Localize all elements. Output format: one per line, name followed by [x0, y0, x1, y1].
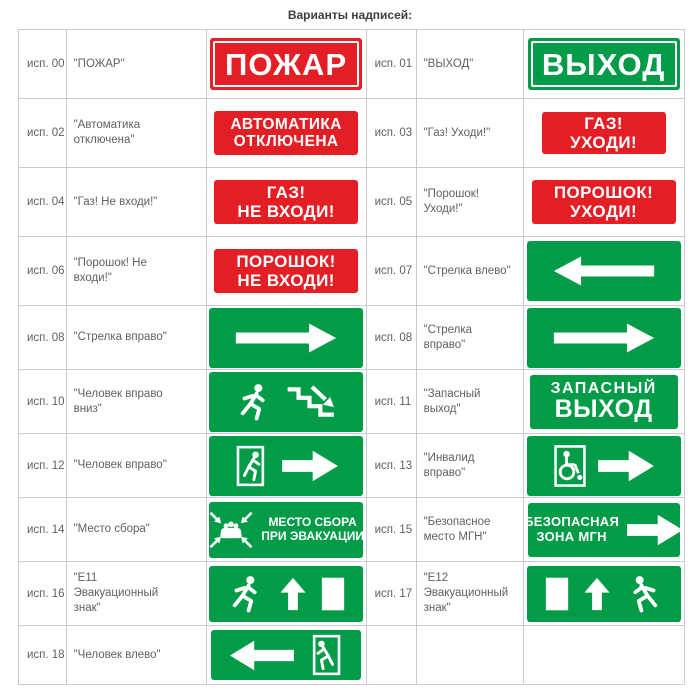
- sign-text-line: ГАЗ!: [584, 113, 623, 133]
- variant-code-cell: исп. 10: [19, 370, 67, 434]
- assembly-point-icon: [208, 510, 254, 550]
- sign-text: [550, 381, 656, 423]
- table-row: [19, 498, 685, 562]
- variant-code-cell: исп. 01: [366, 30, 416, 99]
- variant-description-cell: "Стрелка вправо": [66, 306, 206, 370]
- variant-description-cell: "ПОЖАР": [66, 30, 206, 99]
- sign-vyhod: [528, 38, 680, 90]
- arrow-right-lg-icon: [226, 321, 346, 355]
- arrow-right-icon: [282, 448, 338, 484]
- variant-description-cell: "ВЫХОД": [416, 30, 523, 99]
- sign-gaz-uhodi: [542, 112, 666, 154]
- variant-sign-cell: [523, 306, 684, 370]
- sign-arrow-right-2: [527, 308, 681, 368]
- variant-sign-cell: [523, 434, 684, 498]
- arrow-right-lg-icon: [544, 321, 664, 355]
- sign-text-line: ВЫХОД: [554, 395, 653, 424]
- variant-sign-cell: [523, 168, 684, 237]
- variant-sign-cell: [523, 370, 684, 434]
- variant-sign-cell: [523, 498, 684, 562]
- man-run-left-icon: [624, 574, 664, 614]
- man-run-right-icon: [226, 574, 266, 614]
- table-row: [19, 626, 685, 685]
- sign-arrow-left: [527, 241, 681, 301]
- sign-text: [524, 515, 619, 544]
- sign-invalid-right: [527, 436, 681, 496]
- variant-code-cell: исп. 13: [366, 434, 416, 498]
- variant-description-cell: "Порошок! Уходи!": [416, 168, 523, 237]
- sign-text-line: ЗОНА МГН: [536, 528, 607, 544]
- variant-code-cell: исп. 18: [19, 626, 67, 685]
- sign-bezopasnaya-zona-mgn: [524, 503, 680, 557]
- page-title: Варианты надписей:: [287, 8, 413, 22]
- sign-avtomatika-otklyuchena: [214, 111, 358, 155]
- variant-sign-cell: [523, 99, 684, 168]
- table-row: [19, 30, 685, 99]
- arrow-up-icon: [583, 577, 611, 611]
- variant-description-cell: "Стрелка вправо": [416, 306, 523, 370]
- variant-description-cell: "Безопасное место МГН": [416, 498, 523, 562]
- arrow-right-icon: [598, 448, 654, 484]
- variant-sign-cell: [206, 370, 366, 434]
- arrow-up-icon: [279, 577, 307, 611]
- variant-description-cell: "Инвалид вправо": [416, 434, 523, 498]
- sign-text-line: ПОРОШОК!: [553, 182, 654, 202]
- sign-text-line: ПОРОШОК!: [236, 251, 336, 271]
- sign-text-line: НЕ ВХОДИ!: [237, 202, 335, 221]
- variant-sign-cell: [206, 498, 366, 562]
- variant-sign-cell: [206, 434, 366, 498]
- variant-sign-cell: [206, 306, 366, 370]
- arrow-left-lg-icon: [544, 254, 664, 288]
- sign-text-line: ВЫХОД: [541, 46, 666, 82]
- variant-code-cell: исп. 08: [366, 306, 416, 370]
- variant-code-cell: исп. 12: [19, 434, 67, 498]
- table-row: [19, 306, 685, 370]
- variants-table-body: [19, 30, 685, 685]
- variant-description-cell: "Автоматика отключена": [66, 99, 206, 168]
- variant-code-cell: исп. 16: [19, 562, 67, 626]
- variant-description-cell: "Запасный выход": [416, 370, 523, 434]
- sign-text: [541, 46, 666, 82]
- variant-sign-cell: [206, 30, 366, 99]
- sign-text: [554, 183, 653, 221]
- sign-text-line: МЕСТО СБОРА: [268, 515, 357, 530]
- variant-sign-cell: [206, 168, 366, 237]
- sign-text: [230, 116, 342, 151]
- variant-sign-cell: [523, 562, 684, 626]
- variant-description-cell: [416, 626, 523, 685]
- variant-description-cell: "Человек вправо": [66, 434, 206, 498]
- table-row: [19, 434, 685, 498]
- sign-text: [261, 516, 364, 543]
- sign-man-left: [211, 630, 361, 680]
- variant-sign-cell: [206, 626, 366, 685]
- sign-text-line: УХОДИ!: [570, 202, 638, 221]
- sign-text-line: НЕ ВХОДИ!: [237, 271, 335, 290]
- variant-sign-cell: [523, 30, 684, 99]
- variant-code-cell: исп. 11: [366, 370, 416, 434]
- variant-description-cell: "Порошок! Не входи!": [66, 237, 206, 306]
- variant-code-cell: исп. 08: [19, 306, 67, 370]
- variant-code-cell: исп. 03: [366, 99, 416, 168]
- exit-man-left-icon: [306, 633, 342, 677]
- sign-mesto-sbora: [209, 502, 363, 558]
- variant-description-cell: "Место сбора": [66, 498, 206, 562]
- variant-description-cell: "Е11 Эвакуационный знак": [66, 562, 206, 626]
- sign-text-line: ЗАПАСНЫЙ: [550, 379, 657, 397]
- variant-description-cell: "Стрелка влево": [416, 237, 523, 306]
- variant-code-cell: исп. 04: [19, 168, 67, 237]
- variant-code-cell: исп. 17: [366, 562, 416, 626]
- sign-text-line: УХОДИ!: [570, 133, 638, 152]
- sign-poroshok-uhodi: [532, 180, 676, 224]
- variant-code-cell: [366, 626, 416, 685]
- variant-sign-cell: [206, 562, 366, 626]
- exit-man-right-icon: [235, 444, 271, 488]
- stairs-down-right-icon: [285, 381, 339, 423]
- variant-description-cell: "Человек вправо вниз": [66, 370, 206, 434]
- variant-code-cell: исп. 15: [366, 498, 416, 562]
- variant-code-cell: исп. 06: [19, 237, 67, 306]
- sign-text-line: БЕЗОПАСНАЯ: [524, 513, 620, 529]
- variant-code-cell: исп. 00: [19, 30, 67, 99]
- sign-zapasny-vyhod: [530, 375, 678, 429]
- door-solid-icon: [320, 576, 346, 612]
- table-row: [19, 562, 685, 626]
- variant-code-cell: исп. 07: [366, 237, 416, 306]
- variant-sign-cell: [523, 237, 684, 306]
- variant-sign-cell: [206, 99, 366, 168]
- table-row: [19, 168, 685, 237]
- variant-description-cell: "Человек влево": [66, 626, 206, 685]
- variant-code-cell: исп. 02: [19, 99, 67, 168]
- sign-text-line: ПРИ ЭВАКУАЦИИ: [261, 528, 364, 543]
- sign-poroshok-ne-vhodi: [214, 249, 358, 293]
- sign-man-right: [209, 436, 363, 496]
- variant-code-cell: исп. 05: [366, 168, 416, 237]
- arrow-left-md-icon: [230, 638, 294, 673]
- sign-text-line: АВТОМАТИКА: [230, 115, 342, 133]
- sign-gaz-ne-vhodi: [214, 180, 358, 224]
- table-row: [19, 99, 685, 168]
- sign-text-line: ПОЖАР: [225, 46, 348, 82]
- variant-description-cell: "Е12 Эвакуационный знак": [416, 562, 523, 626]
- sign-text: [570, 114, 637, 152]
- sign-text-line: ГАЗ!: [266, 182, 306, 202]
- sign-text: [237, 183, 334, 221]
- variant-code-cell: исп. 14: [19, 498, 67, 562]
- table-row: [19, 370, 685, 434]
- sign-e11: [209, 566, 363, 622]
- man-run-right-icon: [234, 382, 274, 422]
- sign-pozhar: [210, 38, 362, 90]
- variants-table: [18, 29, 685, 685]
- variant-sign-cell: [523, 626, 684, 685]
- sign-e12: [527, 566, 681, 622]
- sign-text: [225, 46, 348, 82]
- sign-arrow-right-1: [209, 308, 363, 368]
- sign-man-right-down: [209, 372, 363, 432]
- sign-text-line: ОТКЛЮЧЕНА: [233, 133, 339, 150]
- arrow-right-icon: [627, 512, 683, 548]
- wheelchair-door-icon: [553, 443, 587, 489]
- variant-sign-cell: [206, 237, 366, 306]
- sign-text: [236, 252, 335, 290]
- door-solid-icon: [544, 576, 570, 612]
- table-row: [19, 237, 685, 306]
- variant-description-cell: "Газ! Уходи!": [416, 99, 523, 168]
- variant-description-cell: "Газ! Не входи!": [66, 168, 206, 237]
